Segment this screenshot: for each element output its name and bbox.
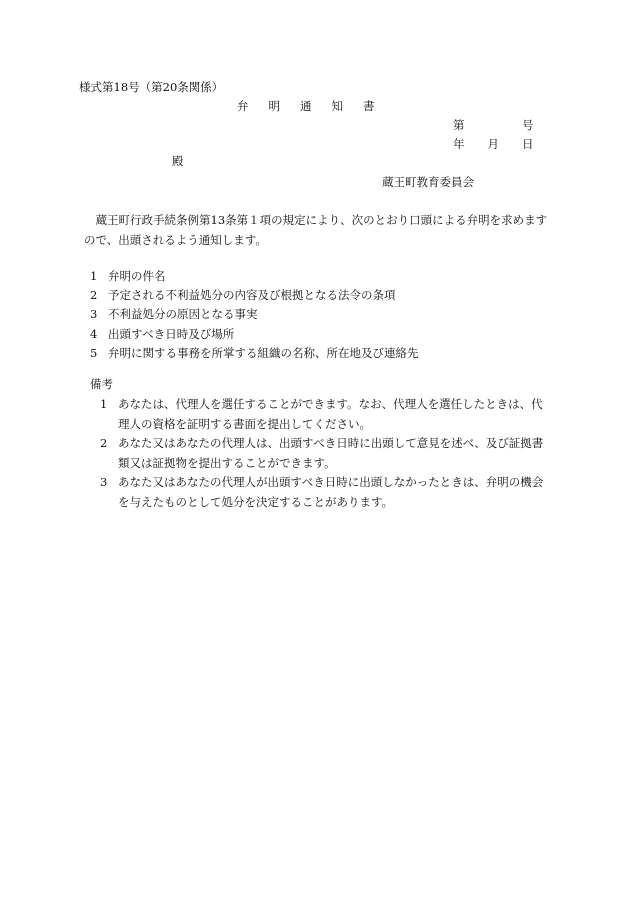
item-number: 3 — [90, 307, 98, 322]
remark-number: 3 — [100, 475, 108, 489]
list-item — [90, 344, 550, 363]
item-number: 2 — [90, 288, 98, 303]
item-list — [90, 267, 550, 363]
remark-text: あなたは、代理人を選任することができます。なお、代理人を選任したときは、代理人の資格を証明する書面を提出してください。 — [118, 397, 543, 431]
item-text: 弁明に関する事務を所掌する組織の名称、所在地及び連絡先 — [108, 345, 419, 360]
document-number-line: 第 号 — [453, 118, 534, 132]
item-number: 4 — [90, 326, 98, 341]
addressee-suffix: 殿 — [172, 154, 184, 168]
item-number: 1 — [90, 269, 98, 283]
remark-number: 1 — [100, 397, 108, 411]
issuer-name: 蔵王町教育委員会 — [382, 175, 474, 189]
list-item — [90, 267, 550, 286]
intro-paragraph: 蔵王町行政手続条例第13条第１項の規定により、次のとおり口頭による弁明を求めますので、出頭されるよう通知します。 — [84, 213, 548, 247]
list-item — [90, 325, 550, 344]
remark-text: あなた又はあなたの代理人が出頭すべき日時に出頭しなかったときは、弁明の機会を与えたものとして処分を決定することがあります。 — [118, 475, 544, 509]
item-text: 不利益処分の原因となる事実 — [108, 307, 258, 322]
remark-item — [100, 473, 550, 512]
remarks-list — [100, 395, 550, 512]
item-text: 弁明の件名 — [108, 269, 166, 283]
list-item — [90, 305, 550, 324]
item-number: 5 — [90, 345, 98, 360]
item-text: 出頭すべき日時及び場所 — [108, 326, 235, 341]
remark-number: 2 — [100, 436, 108, 450]
form-number: 様式第18号（第20条関係） — [79, 80, 224, 94]
date-line: 年 月 日 — [453, 137, 534, 151]
item-text: 予定される不利益処分の内容及び根拠となる法令の条項 — [108, 288, 396, 303]
list-item — [90, 286, 550, 305]
remark-item — [100, 395, 550, 434]
remarks-heading: 備考 — [90, 377, 113, 391]
document-title: 弁明通知書 — [237, 99, 395, 113]
remark-text: あなた又はあなたの代理人は、出頭すべき日時に出頭して意見を述べ、及び証拠書類又は証拠物を提出することができます。 — [118, 436, 544, 470]
remark-item — [100, 434, 550, 473]
